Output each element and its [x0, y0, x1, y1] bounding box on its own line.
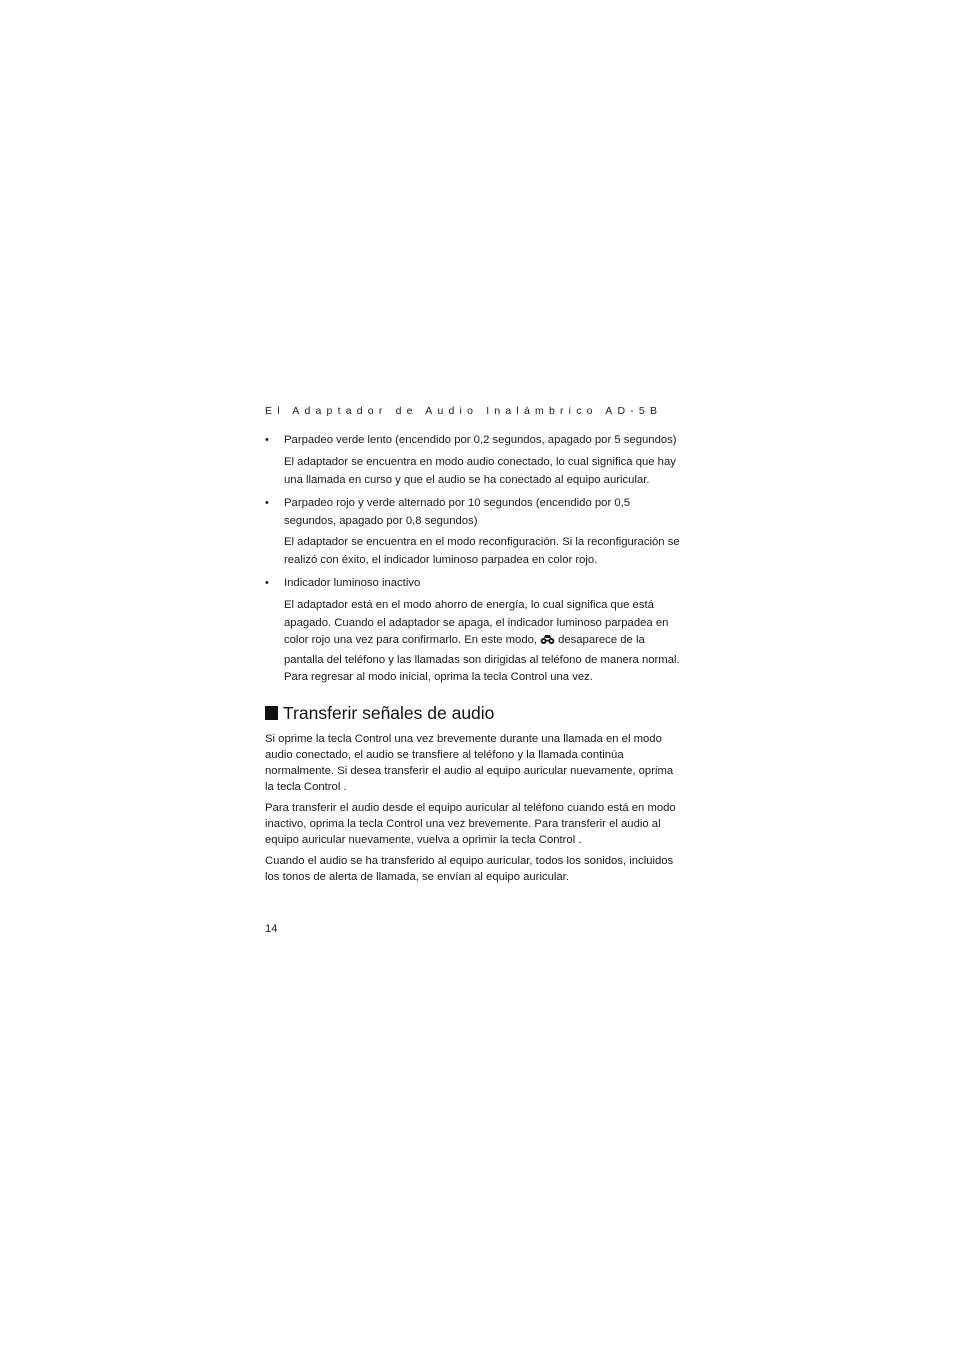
list-item [265, 494, 685, 569]
list-item [265, 574, 685, 687]
headset-glasses-icon [540, 634, 555, 652]
bullet-description [265, 597, 685, 687]
bullet-label: Indicador luminoso inactivo [284, 577, 421, 589]
section-heading [265, 703, 494, 724]
description-before-icon: El adaptador está en el modo ahorro de energía, lo cual significa que está apagado. Cuando el adaptador se apaga, el indicador luminoso parpadea en color rojo una vez para confirmarlo. En este modo, [284, 599, 669, 647]
running-header: El Adaptador de Audio Inalámbrico AD-5B [265, 405, 663, 417]
bullet-label-line [265, 494, 685, 530]
body-paragraph: Cuando el audio se ha transferido al equipo auricular, todos los sonidos, incluidos los tonos de alerta de llamada, se envían al equipo auricular. [265, 855, 674, 883]
body-paragraph: Para transferir el audio desde el equipo auricular al teléfono cuando está en modo inactivo, oprima la tecla Control una vez brevemente. Para transferir el audio al equipo auricular nuevamente, vuelva a oprimir la tecla Control . [265, 802, 676, 846]
description-after-icon: desaparece de la pantalla del teléfono y las llamadas son dirigidas al teléfono de manera normal. Para regresar al modo inicial, oprima la tecla Control una vez. [284, 634, 680, 684]
bullet-description: El adaptador se encuentra en el modo reconfiguración. Si la reconfiguración se realizó con éxito, el indicador luminoso parpadea en color rojo. [284, 536, 680, 566]
body-paragraph: Si oprime la tecla Control una vez brevemente durante una llamada en el modo audio conectado, el audio se transfiere al teléfono y la llamada continúa normalmente. Si desea transferir el audio al equipo auricular nuevamente, oprima la tecla Control . [265, 733, 674, 793]
bullet-label: Parpadeo verde lento (encendido por 0,2 segundos, apagado por 5 segundos) [284, 434, 677, 446]
heading-square-marker [265, 706, 278, 720]
list-item [265, 431, 685, 489]
section-title: Transferir señales de audio [283, 703, 495, 723]
bullet-marker: • [265, 577, 269, 589]
bullet-label-line [265, 431, 685, 449]
bullet-label-line [265, 574, 685, 592]
bullet-marker: • [265, 434, 269, 446]
page-number: 14 [265, 923, 278, 935]
bullet-description: El adaptador se encuentra en modo audio conectado, lo cual significa que hay una llamada en curso y que el audio se ha conectado al equipo auricular. [284, 456, 676, 486]
bullet-label: Parpadeo rojo y verde alternado por 10 segundos (encendido por 0,5 segundos, apagado por 0,8 segundos) [284, 497, 631, 527]
bullet-marker: • [265, 497, 269, 509]
